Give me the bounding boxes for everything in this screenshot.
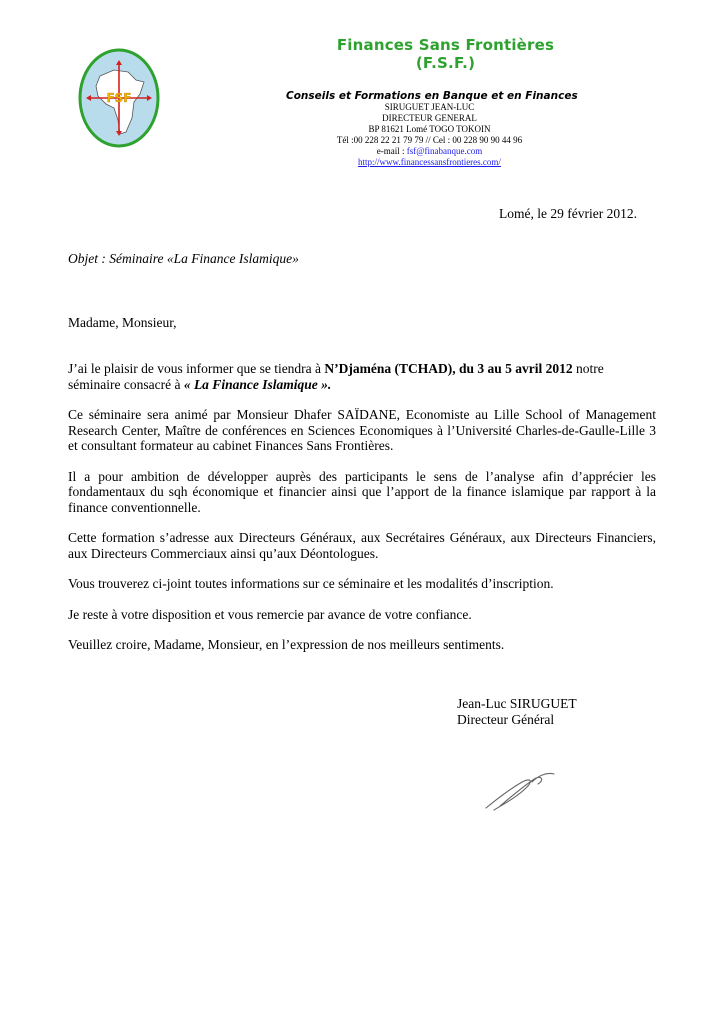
- letter-date: Lomé, le 29 février 2012.: [499, 206, 637, 221]
- salutation: Madame, Monsieur,: [68, 315, 177, 330]
- email-label: e-mail :: [376, 146, 407, 156]
- company-name: Finances Sans Frontières (F.S.F.): [336, 36, 555, 72]
- postal-address: BP 81621 Lomé TOGO TOKOIN: [368, 124, 491, 134]
- website-line: [284, 157, 575, 168]
- handwritten-signature: [464, 750, 599, 830]
- paragraph-5: Vous trouverez ci-joint toutes informations sur ce séminaire et les modalités d’inscription.: [68, 576, 554, 591]
- seminar-location-dates: N’Djaména (TCHAD), du 3 au 5 avril 2012: [324, 361, 573, 376]
- website-link[interactable]: http://www.financessansfrontieres.com/: [358, 157, 501, 167]
- company-tagline: Conseils et Formations en Banque et en Finances: [286, 90, 578, 102]
- letter-object: Objet : Séminaire «La Finance Islamique»: [68, 251, 299, 266]
- paragraph-6: Je reste à votre disposition et vous remercie par avance de votre confiance.: [68, 606, 472, 622]
- director-name: SIRUGUET JEAN-LUC: [384, 102, 475, 112]
- paragraph-7: Veuillez croire, Madame, Monsieur, en l’expression de nos meilleurs sentiments.: [68, 637, 505, 652]
- signer-block: [457, 696, 577, 728]
- fsf-logo: [78, 48, 160, 148]
- paragraph-1-middle: notre séminaire consacré à: [68, 361, 604, 392]
- letter-body: [68, 361, 656, 668]
- paragraph-4: Cette formation s’adresse aux Directeurs Généraux, aux Secrétaires Généraux, aux Directeurs Financiers, aux Directeurs Commerciaux ainsi qu’aux Déontologues.: [68, 530, 656, 561]
- seminar-title: « La Finance Islamique ».: [183, 376, 332, 392]
- email-line: [284, 146, 575, 157]
- paragraph-1: [68, 361, 656, 392]
- phone-numbers: Tél :00 228 22 21 79 79 // Cel : 00 228 90 90 44 96: [336, 135, 523, 145]
- paragraph-1-intro: J’ai le plaisir de vous informer que se tiendra à: [68, 361, 325, 376]
- signer-name: Jean-Luc SIRUGUET: [457, 696, 577, 711]
- letterhead: [286, 36, 578, 168]
- email-address[interactable]: fsf@finabanque.com: [406, 146, 483, 156]
- paragraph-2: Ce séminaire sera animé par Monsieur Dhafer SAÏDANE, Economiste au Lille School of Management Research Center, Maître de conférences en Sciences Economiques à l’Université Charles-de-Gaulle-Lille 3 et consultant formateur au cabinet Finances Sans Frontières.: [68, 407, 656, 453]
- director-role: DIRECTEUR GENERAL: [382, 113, 477, 123]
- logo-text: FSF: [106, 91, 132, 105]
- signer-title: Directeur Général: [457, 712, 555, 727]
- paragraph-3: Il a pour ambition de développer auprès des participants le sens de l’analyse afin d’apprécier les fondamentaux du sqh économique et financier ainsi que l’apport de la finance islamique par rapport à la finance conventionnelle.: [68, 468, 656, 515]
